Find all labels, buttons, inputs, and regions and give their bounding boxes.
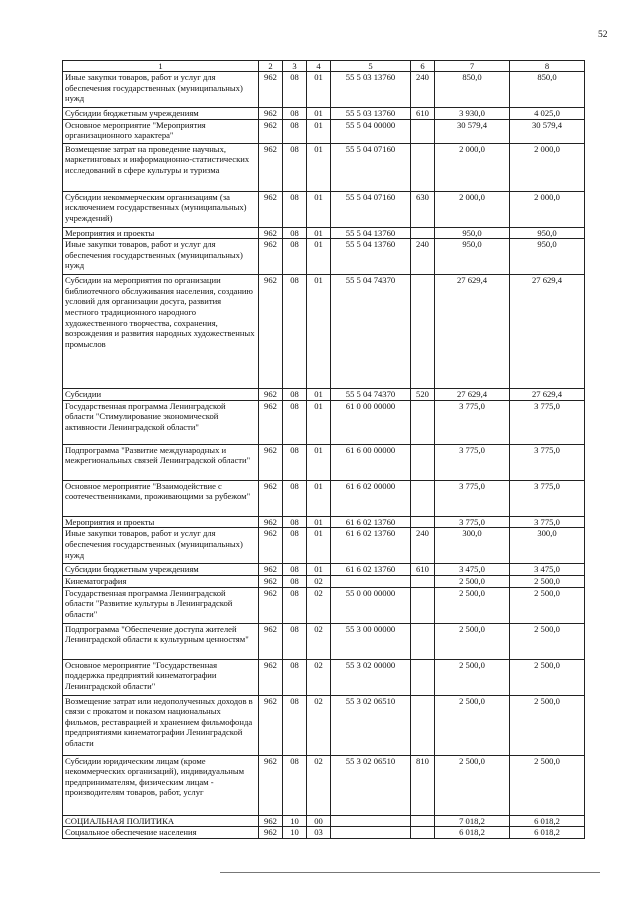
row-section: 08 (283, 516, 307, 528)
row-subsection: 01 (307, 275, 331, 389)
row-amount-2: 3 775,0 (510, 516, 585, 528)
table-row (63, 528, 585, 564)
row-name: Основное мероприятие "Государственная поддержка предприятий кинематографии Ленинградской области" (63, 659, 259, 695)
row-subsection: 01 (307, 227, 331, 239)
row-amount-1: 2 500,0 (435, 587, 510, 623)
row-name: Иные закупки товаров, работ и услуг для обеспечения государственных (муниципальных) нужд (63, 528, 259, 564)
row-subsection: 01 (307, 143, 331, 191)
row-expense-type (411, 623, 435, 659)
row-subsection: 02 (307, 695, 331, 755)
row-code: 962 (259, 119, 283, 143)
row-section: 10 (283, 815, 307, 827)
header-cell: 3 (283, 61, 307, 72)
row-target: 55 5 04 74370 (331, 275, 411, 389)
row-amount-2: 27 629,4 (510, 389, 585, 401)
table-row (63, 564, 585, 576)
row-amount-1: 27 629,4 (435, 275, 510, 389)
row-subsection: 01 (307, 444, 331, 480)
row-expense-type (411, 516, 435, 528)
row-target (331, 575, 411, 587)
row-expense-type (411, 695, 435, 755)
row-amount-2: 3 475,0 (510, 564, 585, 576)
row-code: 962 (259, 72, 283, 108)
row-section: 08 (283, 444, 307, 480)
row-code: 962 (259, 695, 283, 755)
row-subsection: 01 (307, 119, 331, 143)
row-amount-2: 6 018,2 (510, 815, 585, 827)
row-amount-2: 850,0 (510, 72, 585, 108)
row-amount-2: 2 500,0 (510, 575, 585, 587)
header-cell: 5 (331, 61, 411, 72)
header-cell: 7 (435, 61, 510, 72)
row-name: Государственная программа Ленинградской области "Стимулирование экономической активности Ленинградской области" (63, 400, 259, 444)
row-section: 08 (283, 575, 307, 587)
row-expense-type (411, 444, 435, 480)
table-row (63, 72, 585, 108)
row-amount-2: 2 500,0 (510, 623, 585, 659)
row-name: Основное мероприятие "Взаимодействие с соотечественниками, проживающими за рубежом" (63, 480, 259, 516)
row-subsection: 02 (307, 587, 331, 623)
row-amount-1: 6 018,2 (435, 827, 510, 839)
table-body (63, 72, 585, 839)
row-subsection: 01 (307, 239, 331, 275)
row-section: 08 (283, 191, 307, 227)
row-amount-1: 950,0 (435, 239, 510, 275)
row-target (331, 827, 411, 839)
row-amount-2: 2 500,0 (510, 659, 585, 695)
row-section: 08 (283, 755, 307, 815)
row-subsection: 01 (307, 400, 331, 444)
table-row (63, 575, 585, 587)
row-code: 962 (259, 389, 283, 401)
row-amount-1: 950,0 (435, 227, 510, 239)
row-code: 962 (259, 480, 283, 516)
row-name: Субсидии некоммерческим организациям (за исключением государственных (муниципальных) учреждений) (63, 191, 259, 227)
row-amount-1: 2 000,0 (435, 191, 510, 227)
row-section: 08 (283, 275, 307, 389)
row-amount-2: 27 629,4 (510, 275, 585, 389)
row-section: 08 (283, 587, 307, 623)
row-amount-1: 2 500,0 (435, 755, 510, 815)
row-target: 55 5 03 13760 (331, 108, 411, 120)
row-expense-type (411, 400, 435, 444)
row-code: 962 (259, 575, 283, 587)
row-target: 55 3 02 06510 (331, 755, 411, 815)
row-section: 10 (283, 827, 307, 839)
row-section: 08 (283, 623, 307, 659)
row-subsection: 01 (307, 480, 331, 516)
row-amount-1: 3 930,0 (435, 108, 510, 120)
row-code: 962 (259, 755, 283, 815)
row-code: 962 (259, 564, 283, 576)
row-amount-1: 850,0 (435, 72, 510, 108)
row-name: СОЦИАЛЬНАЯ ПОЛИТИКА (63, 815, 259, 827)
row-subsection: 02 (307, 575, 331, 587)
row-name: Иные закупки товаров, работ и услуг для обеспечения государственных (муниципальных) нужд (63, 239, 259, 275)
row-amount-2: 4 025,0 (510, 108, 585, 120)
page-number: 52 (598, 30, 608, 40)
row-subsection: 03 (307, 827, 331, 839)
table-row (63, 480, 585, 516)
row-code: 962 (259, 623, 283, 659)
row-code: 962 (259, 516, 283, 528)
row-subsection: 02 (307, 659, 331, 695)
row-amount-1: 7 018,2 (435, 815, 510, 827)
row-amount-2: 2 000,0 (510, 143, 585, 191)
row-code: 962 (259, 108, 283, 120)
row-amount-1: 3 775,0 (435, 516, 510, 528)
row-name: Основное мероприятие "Мероприятия организационного характера" (63, 119, 259, 143)
row-target: 55 3 00 00000 (331, 623, 411, 659)
row-amount-2: 2 500,0 (510, 587, 585, 623)
row-target: 55 5 04 13760 (331, 239, 411, 275)
header-cell: 6 (411, 61, 435, 72)
row-code: 962 (259, 528, 283, 564)
row-section: 08 (283, 143, 307, 191)
row-amount-1: 3 775,0 (435, 444, 510, 480)
row-target: 55 3 02 00000 (331, 659, 411, 695)
table-row (63, 659, 585, 695)
row-code: 962 (259, 239, 283, 275)
row-expense-type (411, 659, 435, 695)
row-section: 08 (283, 528, 307, 564)
row-amount-1: 2 500,0 (435, 623, 510, 659)
row-name: Подпрограмма "Обеспечение доступа жителей Ленинградской области к культурным ценностям" (63, 623, 259, 659)
row-amount-1: 3 775,0 (435, 480, 510, 516)
row-expense-type: 810 (411, 755, 435, 815)
row-expense-type (411, 275, 435, 389)
table-row (63, 227, 585, 239)
header-row (63, 61, 585, 72)
row-code: 962 (259, 659, 283, 695)
row-expense-type: 520 (411, 389, 435, 401)
row-name: Субсидии бюджетным учреждениям (63, 108, 259, 120)
table-row (63, 400, 585, 444)
row-subsection: 00 (307, 815, 331, 827)
row-name: Субсидии (63, 389, 259, 401)
row-subsection: 01 (307, 191, 331, 227)
row-name: Мероприятия и проекты (63, 227, 259, 239)
row-expense-type: 240 (411, 528, 435, 564)
row-amount-2: 3 775,0 (510, 444, 585, 480)
row-name: Возмещение затрат на проведение научных, маркетинговых и информационно-статистических исследований в сфере культуры и туризма (63, 143, 259, 191)
table-row (63, 119, 585, 143)
row-target: 61 0 00 00000 (331, 400, 411, 444)
header-cell: 2 (259, 61, 283, 72)
table-row (63, 191, 585, 227)
row-section: 08 (283, 389, 307, 401)
row-expense-type: 240 (411, 72, 435, 108)
row-expense-type (411, 575, 435, 587)
row-target: 55 5 04 00000 (331, 119, 411, 143)
row-amount-2: 950,0 (510, 227, 585, 239)
row-subsection: 01 (307, 528, 331, 564)
row-amount-1: 30 579,4 (435, 119, 510, 143)
row-target: 55 3 02 06510 (331, 695, 411, 755)
row-section: 08 (283, 119, 307, 143)
table-row (63, 389, 585, 401)
row-expense-type: 610 (411, 564, 435, 576)
row-section: 08 (283, 227, 307, 239)
row-amount-1: 3 775,0 (435, 400, 510, 444)
row-subsection: 02 (307, 755, 331, 815)
row-amount-1: 2 500,0 (435, 695, 510, 755)
footer-rule (220, 872, 600, 873)
row-amount-2: 2 000,0 (510, 191, 585, 227)
row-amount-1: 2 500,0 (435, 575, 510, 587)
row-code: 962 (259, 587, 283, 623)
table-row (63, 275, 585, 389)
row-section: 08 (283, 72, 307, 108)
row-subsection: 01 (307, 108, 331, 120)
row-target: 61 6 02 00000 (331, 480, 411, 516)
row-amount-1: 300,0 (435, 528, 510, 564)
row-name: Субсидии на мероприятия по организации библиотечного обслуживания населения, созданию условий для организации досуга, развития местного традиционного народного художественного творчества, сохранения, возрождения и развития народных художественных промыслов (63, 275, 259, 389)
row-subsection: 01 (307, 516, 331, 528)
table-row (63, 827, 585, 839)
row-expense-type (411, 119, 435, 143)
table-row (63, 755, 585, 815)
row-name: Субсидии юридическим лицам (кроме некоммерческих организаций), индивидуальным предпринимателям, физическим лицам - производителям товаров, работ, услуг (63, 755, 259, 815)
row-target: 55 0 00 00000 (331, 587, 411, 623)
row-target: 61 6 02 13760 (331, 564, 411, 576)
row-target: 55 5 03 13760 (331, 72, 411, 108)
row-amount-2: 3 775,0 (510, 480, 585, 516)
row-amount-1: 27 629,4 (435, 389, 510, 401)
header-cell: 8 (510, 61, 585, 72)
table-row (63, 444, 585, 480)
row-code: 962 (259, 143, 283, 191)
row-expense-type: 630 (411, 191, 435, 227)
row-expense-type (411, 587, 435, 623)
row-target: 55 5 04 07160 (331, 143, 411, 191)
row-expense-type (411, 227, 435, 239)
row-subsection: 01 (307, 72, 331, 108)
row-target: 55 5 04 74370 (331, 389, 411, 401)
row-target (331, 815, 411, 827)
row-name: Иные закупки товаров, работ и услуг для обеспечения государственных (муниципальных) нужд (63, 72, 259, 108)
table-row (63, 516, 585, 528)
row-amount-2: 950,0 (510, 239, 585, 275)
row-target: 61 6 02 13760 (331, 528, 411, 564)
row-section: 08 (283, 480, 307, 516)
row-section: 08 (283, 659, 307, 695)
row-name: Социальное обеспечение населения (63, 827, 259, 839)
row-amount-2: 3 775,0 (510, 400, 585, 444)
row-code: 962 (259, 191, 283, 227)
row-section: 08 (283, 695, 307, 755)
table-row (63, 143, 585, 191)
row-section: 08 (283, 239, 307, 275)
row-code: 962 (259, 444, 283, 480)
row-target: 55 5 04 07160 (331, 191, 411, 227)
row-name: Субсидии бюджетным учреждениям (63, 564, 259, 576)
table-row (63, 623, 585, 659)
row-name: Возмещение затрат или недополученных доходов в связи с прокатом и показом национальных фильмов, реставрацией и хранением фильмофонда предприятиями кинематографии Ленинградской области (63, 695, 259, 755)
row-target: 55 5 04 13760 (331, 227, 411, 239)
table-row (63, 587, 585, 623)
row-code: 962 (259, 827, 283, 839)
row-section: 08 (283, 108, 307, 120)
row-name: Государственная программа Ленинградской области "Развитие культуры в Ленинградской области" (63, 587, 259, 623)
row-expense-type: 610 (411, 108, 435, 120)
row-code: 962 (259, 227, 283, 239)
row-code: 962 (259, 275, 283, 389)
budget-table (62, 60, 585, 839)
row-amount-2: 300,0 (510, 528, 585, 564)
row-amount-2: 2 500,0 (510, 755, 585, 815)
row-subsection: 01 (307, 389, 331, 401)
row-expense-type (411, 815, 435, 827)
row-expense-type (411, 480, 435, 516)
table-row (63, 108, 585, 120)
table-row (63, 815, 585, 827)
row-expense-type (411, 143, 435, 191)
row-section: 08 (283, 564, 307, 576)
row-name: Подпрограмма "Развитие международных и межрегиональных связей Ленинградской области" (63, 444, 259, 480)
row-amount-1: 3 475,0 (435, 564, 510, 576)
header-cell: 1 (63, 61, 259, 72)
row-code: 962 (259, 400, 283, 444)
row-amount-1: 2 500,0 (435, 659, 510, 695)
row-target: 61 6 00 00000 (331, 444, 411, 480)
header-cell: 4 (307, 61, 331, 72)
row-amount-1: 2 000,0 (435, 143, 510, 191)
row-expense-type: 240 (411, 239, 435, 275)
row-amount-2: 2 500,0 (510, 695, 585, 755)
row-target: 61 6 02 13760 (331, 516, 411, 528)
row-name: Мероприятия и проекты (63, 516, 259, 528)
row-subsection: 01 (307, 564, 331, 576)
table-row (63, 239, 585, 275)
row-name: Кинематография (63, 575, 259, 587)
table-row (63, 695, 585, 755)
row-subsection: 02 (307, 623, 331, 659)
row-code: 962 (259, 815, 283, 827)
row-expense-type (411, 827, 435, 839)
row-amount-2: 30 579,4 (510, 119, 585, 143)
row-amount-2: 6 018,2 (510, 827, 585, 839)
row-section: 08 (283, 400, 307, 444)
